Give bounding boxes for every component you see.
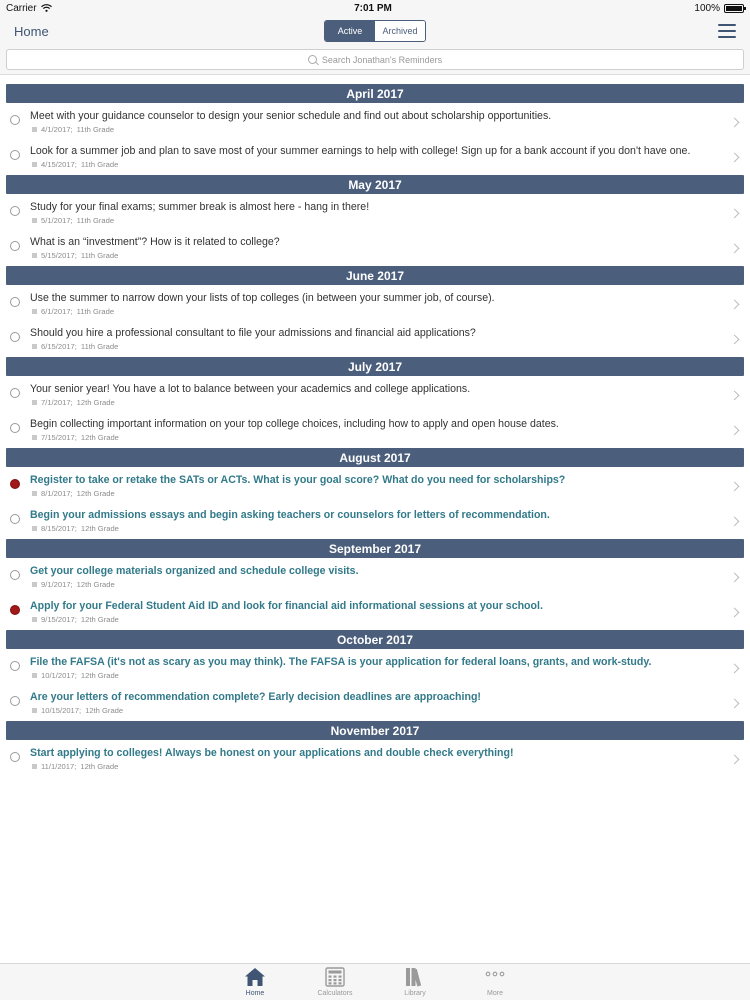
section-header: October 2017 [6,630,744,649]
reminder-meta [30,216,720,225]
reminder-date: 6/1/2017; [41,307,73,316]
reminder-date: 11/1/2017; [41,762,77,771]
reminder-row[interactable] [0,138,750,173]
tag-square-icon [32,764,37,769]
reminder-date: 7/1/2017; [41,398,73,407]
status-time: 7:01 PM [354,2,392,14]
reminder-row[interactable] [0,593,750,628]
tab-home-label: Home [245,990,265,997]
reminder-meta [30,671,720,680]
tag-square-icon [32,526,37,531]
chevron-right-icon [730,117,740,127]
section-header: July 2017 [6,357,744,376]
search-placeholder: Search Jonathan's Reminders [321,54,443,65]
chevron-right-icon [730,390,740,400]
tag-square-icon [32,435,37,440]
complete-checkbox[interactable] [10,423,20,433]
reminder-meta [30,307,720,316]
tab-bar [0,963,750,1000]
reminder-meta [30,524,720,533]
reminder-meta [30,160,720,169]
tag-square-icon [32,491,37,496]
reminder-title: Should you hire a professional consultant to file your admissions and financial aid applications? [30,327,476,339]
chevron-right-icon [730,481,740,491]
chevron-right-icon [730,299,740,309]
section-header: May 2017 [6,175,744,194]
reminder-date: 5/1/2017; [41,216,73,225]
reminder-title: Study for your final exams; summer break is almost here - hang in there! [30,201,370,213]
flagged-checkbox[interactable] [10,479,20,489]
hamburger-menu-icon[interactable] [718,24,736,38]
chevron-right-icon [730,152,740,162]
complete-checkbox[interactable] [10,332,20,342]
tab-more-label: More [487,990,503,997]
complete-checkbox[interactable] [10,115,20,125]
tag-square-icon [32,617,37,622]
active-archived-segmented-control [324,20,426,42]
tab-calculators-label: Calculators [317,990,353,997]
reminder-date: 9/15/2017; [41,615,77,624]
reminder-meta [30,706,720,715]
reminder-date: 10/1/2017; [41,671,77,680]
segment-active[interactable]: Active [325,21,375,41]
reminder-row[interactable] [0,285,750,320]
flagged-checkbox[interactable] [10,605,20,615]
battery-percent: 100% [694,2,720,14]
complete-checkbox[interactable] [10,388,20,398]
chevron-right-icon [730,663,740,673]
reminder-title: Apply for your Federal Student Aid ID and look for financial aid informational sessions at your school. [30,600,543,612]
reminder-list [0,75,750,775]
reminder-date: 10/15/2017; [41,706,82,715]
reminder-row[interactable] [0,649,750,684]
reminder-meta [30,615,720,624]
reminder-meta [30,433,720,442]
reminder-row[interactable] [0,558,750,593]
chevron-right-icon [730,607,740,617]
segment-archived[interactable]: Archived [375,21,425,41]
complete-checkbox[interactable] [10,752,20,762]
reminder-row[interactable] [0,740,750,775]
reminder-grade: 12th Grade [76,398,115,407]
search-bar-container [0,46,750,75]
reminder-title: Meet with your guidance counselor to design your senior schedule and find out about scholarship opportunities. [30,110,552,122]
tag-square-icon [32,253,37,258]
reminder-row[interactable] [0,684,750,719]
tag-square-icon [32,708,37,713]
reminder-grade: 11th Grade [76,125,115,134]
complete-checkbox[interactable] [10,241,20,251]
calculator-icon [325,967,345,987]
chevron-right-icon [730,334,740,344]
reminder-date: 8/15/2017; [41,524,77,533]
complete-checkbox[interactable] [10,696,20,706]
reminder-date: 5/15/2017; [41,251,77,260]
reminder-title: Start applying to colleges! Always be honest on your applications and double check everything! [30,747,514,759]
tag-square-icon [32,309,37,314]
reminder-meta [30,762,720,771]
search-input[interactable] [6,49,744,70]
tag-square-icon [32,344,37,349]
reminder-row[interactable] [0,229,750,264]
reminder-grade: 11th Grade [80,251,119,260]
tag-square-icon [32,673,37,678]
reminder-grade: 12th Grade [76,580,115,589]
reminder-grade: 12th Grade [80,615,119,624]
reminder-meta [30,342,720,351]
chevron-right-icon [730,208,740,218]
reminder-grade: 12th Grade [76,489,115,498]
reminder-meta [30,398,720,407]
reminder-grade: 12th Grade [80,762,119,771]
reminder-row[interactable] [0,194,750,229]
reminder-grade: 12th Grade [80,524,119,533]
chevron-right-icon [730,754,740,764]
chevron-right-icon [730,698,740,708]
reminder-grade: 12th Grade [80,433,119,442]
chevron-right-icon [730,516,740,526]
tab-more[interactable] [470,964,520,1000]
navigation-bar [0,16,750,46]
reminder-date: 7/15/2017; [41,433,77,442]
tab-library-label: Library [404,990,426,997]
tab-calculators[interactable] [310,964,360,1000]
search-icon [308,55,317,64]
reminder-date: 9/1/2017; [41,580,73,589]
reminder-title: Your senior year! You have a lot to balance between your academics and college applications. [30,383,471,395]
section-header: August 2017 [6,448,744,467]
reminder-meta [30,489,720,498]
reminder-title: Look for a summer job and plan to save most of your summer earnings to help with college! Sign up for a bank account if you don't have one. [30,145,691,157]
reminder-row[interactable] [0,103,750,138]
section-header: June 2017 [6,266,744,285]
reminder-date: 4/1/2017; [41,125,73,134]
chevron-right-icon [730,243,740,253]
complete-checkbox[interactable] [10,514,20,524]
tag-square-icon [32,218,37,223]
complete-checkbox[interactable] [10,206,20,216]
battery-icon [724,4,744,13]
complete-checkbox[interactable] [10,570,20,580]
reminder-grade: 11th Grade [80,160,119,169]
reminder-row[interactable] [0,320,750,355]
reminder-grade: 12th Grade [85,706,124,715]
tag-square-icon [32,162,37,167]
reminder-date: 6/15/2017; [41,342,77,351]
complete-checkbox[interactable] [10,150,20,160]
tab-home[interactable] [230,964,280,1000]
complete-checkbox[interactable] [10,661,20,671]
reminder-title: Begin collecting important information on your top college choices, including how to apply and open house dates. [30,418,559,430]
wifi-icon [41,4,52,12]
section-header: November 2017 [6,721,744,740]
section-header: April 2017 [6,84,744,103]
tag-square-icon [32,582,37,587]
reminder-row[interactable] [0,376,750,411]
reminder-meta [30,580,720,589]
reminder-grade: 11th Grade [76,307,115,316]
more-icon [484,967,506,987]
carrier-label: Carrier [6,2,37,14]
reminder-row[interactable] [0,411,750,446]
tab-library[interactable] [390,964,440,1000]
home-icon [244,967,266,987]
reminder-meta [30,125,720,134]
reminder-date: 4/15/2017; [41,160,77,169]
chevron-right-icon [730,425,740,435]
reminder-row[interactable] [0,467,750,502]
reminder-title: File the FAFSA (it's not as scary as you may think). The FAFSA is your application for federal loans, grants, and work-study. [30,656,652,668]
reminder-grade: 11th Grade [76,216,115,225]
complete-checkbox[interactable] [10,297,20,307]
reminder-title: Get your college materials organized and schedule college visits. [30,565,359,577]
reminder-meta [30,251,720,260]
chevron-right-icon [730,572,740,582]
reminder-title: Use the summer to narrow down your lists of top colleges (in between your summer job, of course). [30,292,495,304]
home-back-button[interactable]: Home [14,23,49,39]
reminder-title: Are your letters of recommendation complete? Early decision deadlines are approaching! [30,691,481,703]
reminder-date: 8/1/2017; [41,489,73,498]
section-header: September 2017 [6,539,744,558]
status-bar [0,0,750,16]
reminder-title: What is an “investment”? How is it related to college? [30,236,280,248]
reminder-grade: 12th Grade [80,671,119,680]
tag-square-icon [32,127,37,132]
reminder-grade: 11th Grade [80,342,119,351]
library-icon [404,967,426,987]
reminder-row[interactable] [0,502,750,537]
reminder-title: Begin your admissions essays and begin asking teachers or counselors for letters of recommendation. [30,509,550,521]
reminder-title: Register to take or retake the SATs or ACTs. What is your goal score? What do you need for scholarships? [30,474,566,486]
tag-square-icon [32,400,37,405]
